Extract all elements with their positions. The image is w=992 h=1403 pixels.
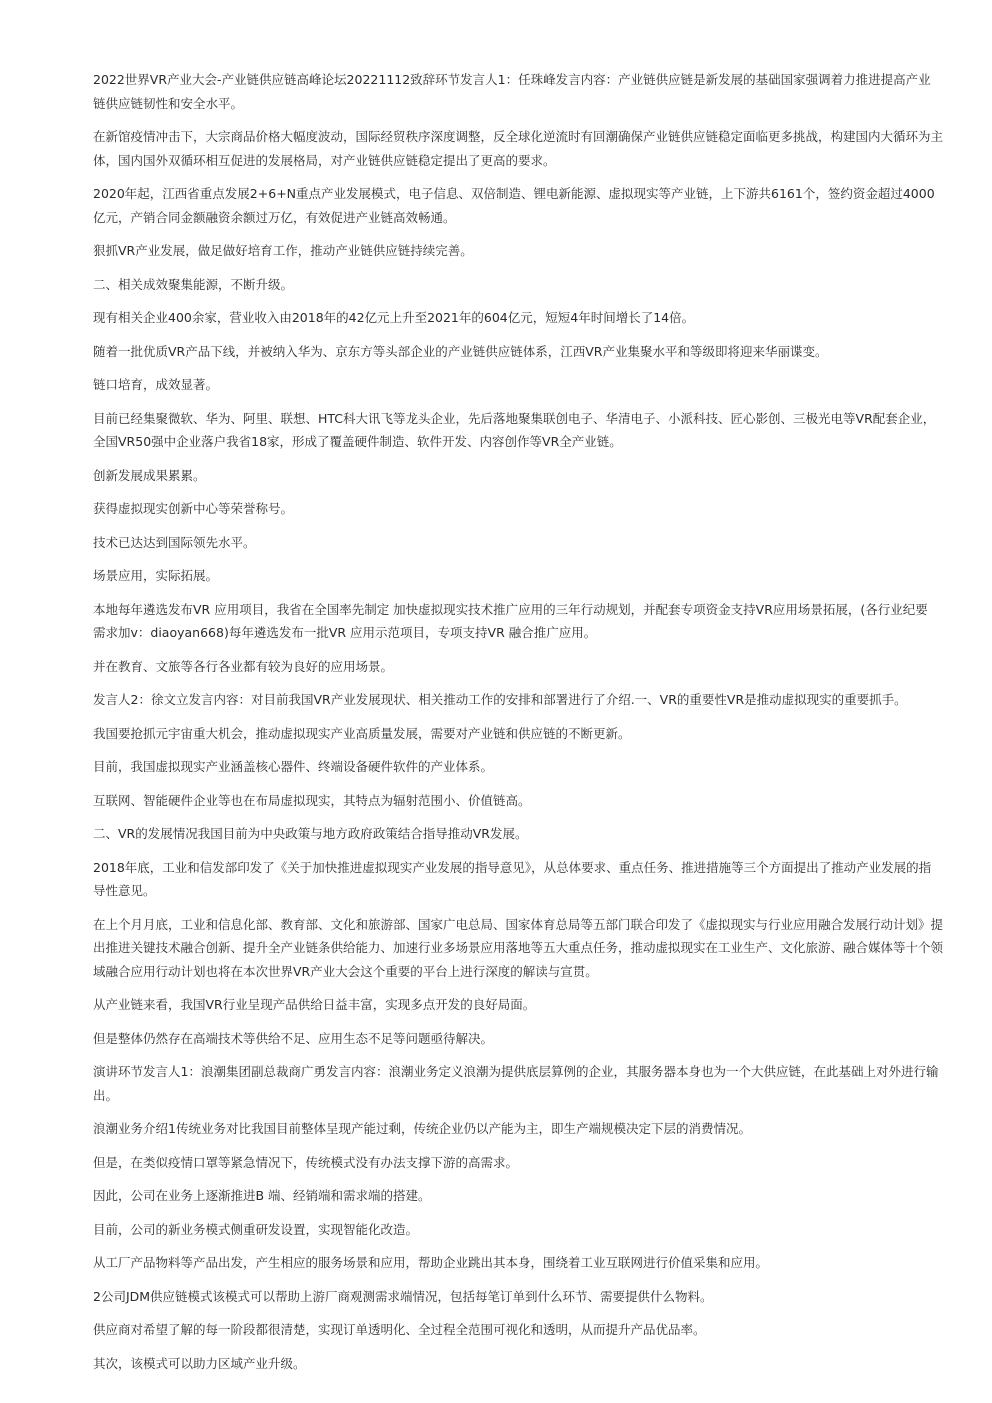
paragraph: 2022世界VR产业大会-产业链供应链高峰论坛20221112致辞环节发言人1：任珠峰发言内容：产业链供应链是新发展的基础国家强调着力推进提高产业链供应链韧性和安全水平。 — [93, 72, 931, 111]
paragraph: 在上个月月底，工业和信息化部、教育部、文化和旅游部、国家广电总局、国家体育总局等五部门联合印发了《虚拟现实与行业应用融合发展行动计划》提出推进关键技术融合创新、提升全产业链条供给能力、加速行业多场景应用落地等五大重点任务，推动虚拟现实在工业生产、文化旅游、融合媒体等十个领域融合应用行动计划也将在本次世界VR产业大会这个重要的平台上进行深度的解读与宣贯。 — [93, 916, 944, 979]
paragraph: 获得虚拟现实创新中心等荣誉称号。 — [93, 501, 294, 516]
paragraph: 从产业链来看，我国VR行业呈现产品供给日益丰富，实现多点开发的良好局面。 — [93, 997, 536, 1012]
paragraph: 从工厂产品物料等产品出发，产生相应的服务场景和应用，帮助企业跳出其本身，围绕着工业互联网进行价值采集和应用。 — [93, 1255, 769, 1270]
paragraph: 其次，该模式可以助力区域产业升级。 — [93, 1355, 306, 1371]
paragraph: 但是整体仍然存在高端技术等供给不足、应用生态不足等问题亟待解决。 — [93, 1030, 494, 1046]
paragraph: 互联网、智能硬件企业等也在布局虚拟现实，其特点为辐射范围小、价值链高。 — [93, 792, 531, 808]
paragraph: 目前，我国虚拟现实产业涵盖核心器件、终端设备硬件软件的产业体系。 — [93, 759, 494, 774]
paragraph: 狠抓VR产业发展，做足做好培育工作，推动产业链供应链持续完善。 — [93, 243, 473, 258]
paragraph: 2018年底，工业和信发部印发了《关于加快推进虚拟现实产业发展的指导意见》，从总体要求、重点任务、推进措施等三个方面提出了推动产业发展的指导性意见。 — [93, 859, 932, 898]
paragraph: 发言人2：徐文立发言内容：对目前我国VR产业发展现状、相关推动工作的安排和部署进行了介绍.一、VR的重要性VR是推动虚拟现实的重要抓手。 — [93, 692, 907, 707]
paragraph: 场景应用，实际拓展。 — [93, 568, 219, 583]
paragraph: 链口培育，成效显著。 — [93, 377, 219, 392]
document-body — [93, 68, 943, 1385]
paragraph: 因此，公司在业务上逐渐推进B 端、经销端和需求端的搭建。 — [93, 1188, 431, 1203]
paragraph: 我国要抢抓元宇宙重大机会，推动虚拟现实产业高质量发展，需要对产业链和供应链的不断更新。 — [93, 725, 631, 741]
paragraph: 技术已达达到国际领先水平。 — [93, 534, 256, 550]
paragraph: 演讲环节发言人1：浪潮集团副总裁商广勇发言内容：浪潮业务定义浪潮为提供底层算例的企业，其服务器本身也为一个大供应链，在此基础上对外进行输出。 — [93, 1064, 939, 1103]
paragraph: 2020年起，江西省重点发展2+6+N重点产业发展模式，电子信息、双倍制造、锂电新能源、虚拟现实等产业链，上下游共6161个，签约资金超过4000亿元，产销合同金额融资余额过万亿，有效促进产业链高效畅通。 — [93, 186, 935, 225]
paragraph: 供应商对希望了解的每一阶段都很清楚，实现订单透明化、全过程全范围可视化和透明，从而提升产品优品率。 — [93, 1322, 706, 1337]
paragraph: 浪潮业务介绍1传统业务对比我国目前整体呈现产能过剩，传统企业仍以产能为主，即生产端规模决定下层的消费情况。 — [93, 1121, 751, 1136]
paragraph: 现有相关企业400余家，营业收入由2018年的42亿元上升至2021年的604亿元，短短4年时间增长了14倍。 — [93, 310, 695, 325]
paragraph: 2公司JDM供应链模式该模式可以帮助上游厂商观测需求端情况，包括每笔订单到什么环节、需要提供什么物料。 — [93, 1288, 713, 1304]
section-heading: 二、VR的发展情况我国目前为中央政策与地方政府政策结合指导推动VR发展。 — [93, 826, 528, 841]
paragraph: 并在教育、文旅等各行各业都有较为良好的应用场景。 — [93, 658, 394, 674]
paragraph: 创新发展成果累累。 — [93, 467, 206, 483]
paragraph: 目前，公司的新业务模式侧重研发设置，实现智能化改造。 — [93, 1221, 419, 1237]
paragraph: 但是，在类似疫情口罩等紧急情况下，传统模式没有办法支撑下游的高需求。 — [93, 1154, 519, 1170]
paragraph: 在新馆疫情冲击下，大宗商品价格大幅度波动，国际经贸秩序深度调整，反全球化逆流时有回潮确保产业链供应链稳定面临更多挑战，构建国内大循环为主体，国内国外双循环相互促进的发展格局，对产业链供应链稳定提出了更高的要求。 — [93, 129, 944, 168]
paragraph: 目前已经集聚微软、华为、阿里、联想、HTC科大讯飞等龙头企业，先后落地聚集联创电子、华清电子、小派科技、匠心影创、三极光电等VR配套企业，全国VR50强中企业落户我省18家，形成了覆盖硬件制造、软件开发、内容创作等VR全产业链。 — [93, 410, 936, 449]
section-heading: 二、相关成效聚集能源，不断升级。 — [93, 276, 294, 292]
paragraph: 随着一批优质VR产品下线，并被纳入华为、京东方等头部企业的产业链供应链体系，江西VR产业集聚水平和等级即将迎来华丽谍变。 — [93, 343, 828, 359]
paragraph: 本地每年遴选发布VR 应用项目，我省在全国率先制定 加快虚拟现实技术推广应用的三年行动规划，并配套专项资金支持VR应用场景拓展，(各行业纪要 需求加v：diaoyan668)每年遴选发布一批VR 应用示范项目，专项支持VR 融合推广应用。 — [93, 601, 928, 640]
